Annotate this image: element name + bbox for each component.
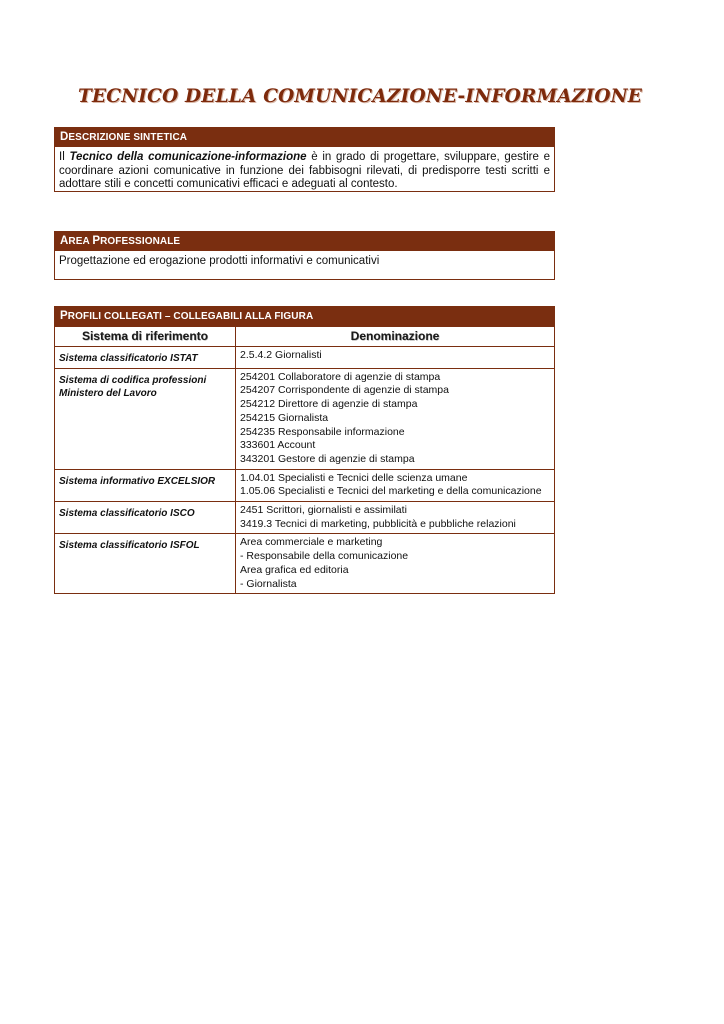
- denominazione-line: 2451 Scrittori, giornalisti e assimilati: [240, 504, 407, 517]
- area-text: Progettazione ed erogazione prodotti informativi e comunicativi: [59, 255, 380, 267]
- sistema-cell: [55, 368, 236, 469]
- sistema-line: Sistema classificatorio ISTAT: [59, 353, 198, 364]
- denominazione-cell: [236, 347, 555, 369]
- sistema-line: Sistema classificatorio ISFOL: [59, 540, 200, 552]
- sistema-line: Sistema di codifica professioni: [59, 374, 207, 386]
- descrizione-sintetica-section: [54, 127, 555, 192]
- denominazione-line: 254201 Collaboratore di agenzie di stampa: [240, 370, 441, 383]
- figure-name: Tecnico della comunicazione-informazione: [69, 151, 307, 163]
- profili-collegati-section: [54, 306, 555, 594]
- sistema-cell: [55, 347, 236, 369]
- denominazione-line: 254235 Responsabile informazione: [240, 425, 405, 438]
- denominazione-cell: [236, 502, 555, 534]
- denominazione-line: 3419.3 Tecnici di marketing, pubblicità e pubbliche relazioni: [240, 517, 516, 530]
- denominazione-line: Area commerciale e marketing: [240, 536, 383, 549]
- denominazione-line: 1.04.01 Specialisti e Tecnici delle scienza umane: [240, 471, 468, 484]
- table-row: [55, 469, 554, 501]
- denominazione-line: 2.5.4.2 Giornalisti: [240, 349, 322, 361]
- denominazione-line: Area grafica ed editoria: [240, 563, 349, 576]
- denominazione-cell: [236, 368, 555, 469]
- sistema-cell: [55, 502, 236, 534]
- table-row: [55, 502, 554, 534]
- denominazione-line: 254212 Direttore di agenzie di stampa: [240, 398, 418, 411]
- profili-header: PROFILI COLLEGATI – COLLEGABILI ALLA FIGURA: [55, 307, 554, 326]
- sistema-line: Sistema informativo EXCELSIOR: [59, 475, 216, 487]
- area-professionale-section: [54, 231, 555, 280]
- table-row: [55, 347, 554, 369]
- denominazione-line: 343201 Gestore di agenzie di stampa: [240, 452, 415, 465]
- denominazione-line: 333601 Account: [240, 439, 316, 452]
- denominazione-cell: [236, 469, 555, 501]
- denominazione-line: 254207 Corrispondente di agenzie di stampa: [240, 384, 449, 397]
- descrizione-text: Il Tecnico della comunicazione-informazione è in grado di progettare, sviluppare, gestire e coordinare azioni comunicative in funzione dei fabbisogni rilevati, di predisporre testi scritti e adottare stili e concetti comunicativi efficaci e adeguati al contesto.: [59, 151, 550, 190]
- column-header-denominazione: Denominazione: [236, 327, 555, 347]
- sistema-line: Ministero del Lavoro: [59, 388, 157, 400]
- descrizione-header: DESCRIZIONE SINTETICA: [55, 128, 554, 147]
- sistema-cell: [55, 534, 236, 593]
- area-header: AREA PROFESSIONALE: [55, 232, 554, 251]
- page-title: TECNICO DELLA COMUNICAZIONE-INFORMAZIONE: [78, 86, 643, 107]
- denominazione-line: 254215 Giornalista: [240, 411, 329, 424]
- sistema-cell: [55, 469, 236, 501]
- denominazione-cell: [236, 534, 555, 593]
- denominazione-line: - Responsabile della comunicazione: [240, 550, 409, 563]
- table-row: [55, 534, 554, 593]
- sistema-line: Sistema classificatorio ISCO: [59, 508, 195, 520]
- column-header-sistema: Sistema di riferimento: [55, 327, 236, 347]
- denominazione-line: 1.05.06 Specialisti e Tecnici del marketing e della comunicazione: [240, 485, 542, 498]
- denominazione-line: - Giornalista: [240, 577, 297, 590]
- profili-table: [55, 326, 554, 593]
- table-row: [55, 368, 554, 469]
